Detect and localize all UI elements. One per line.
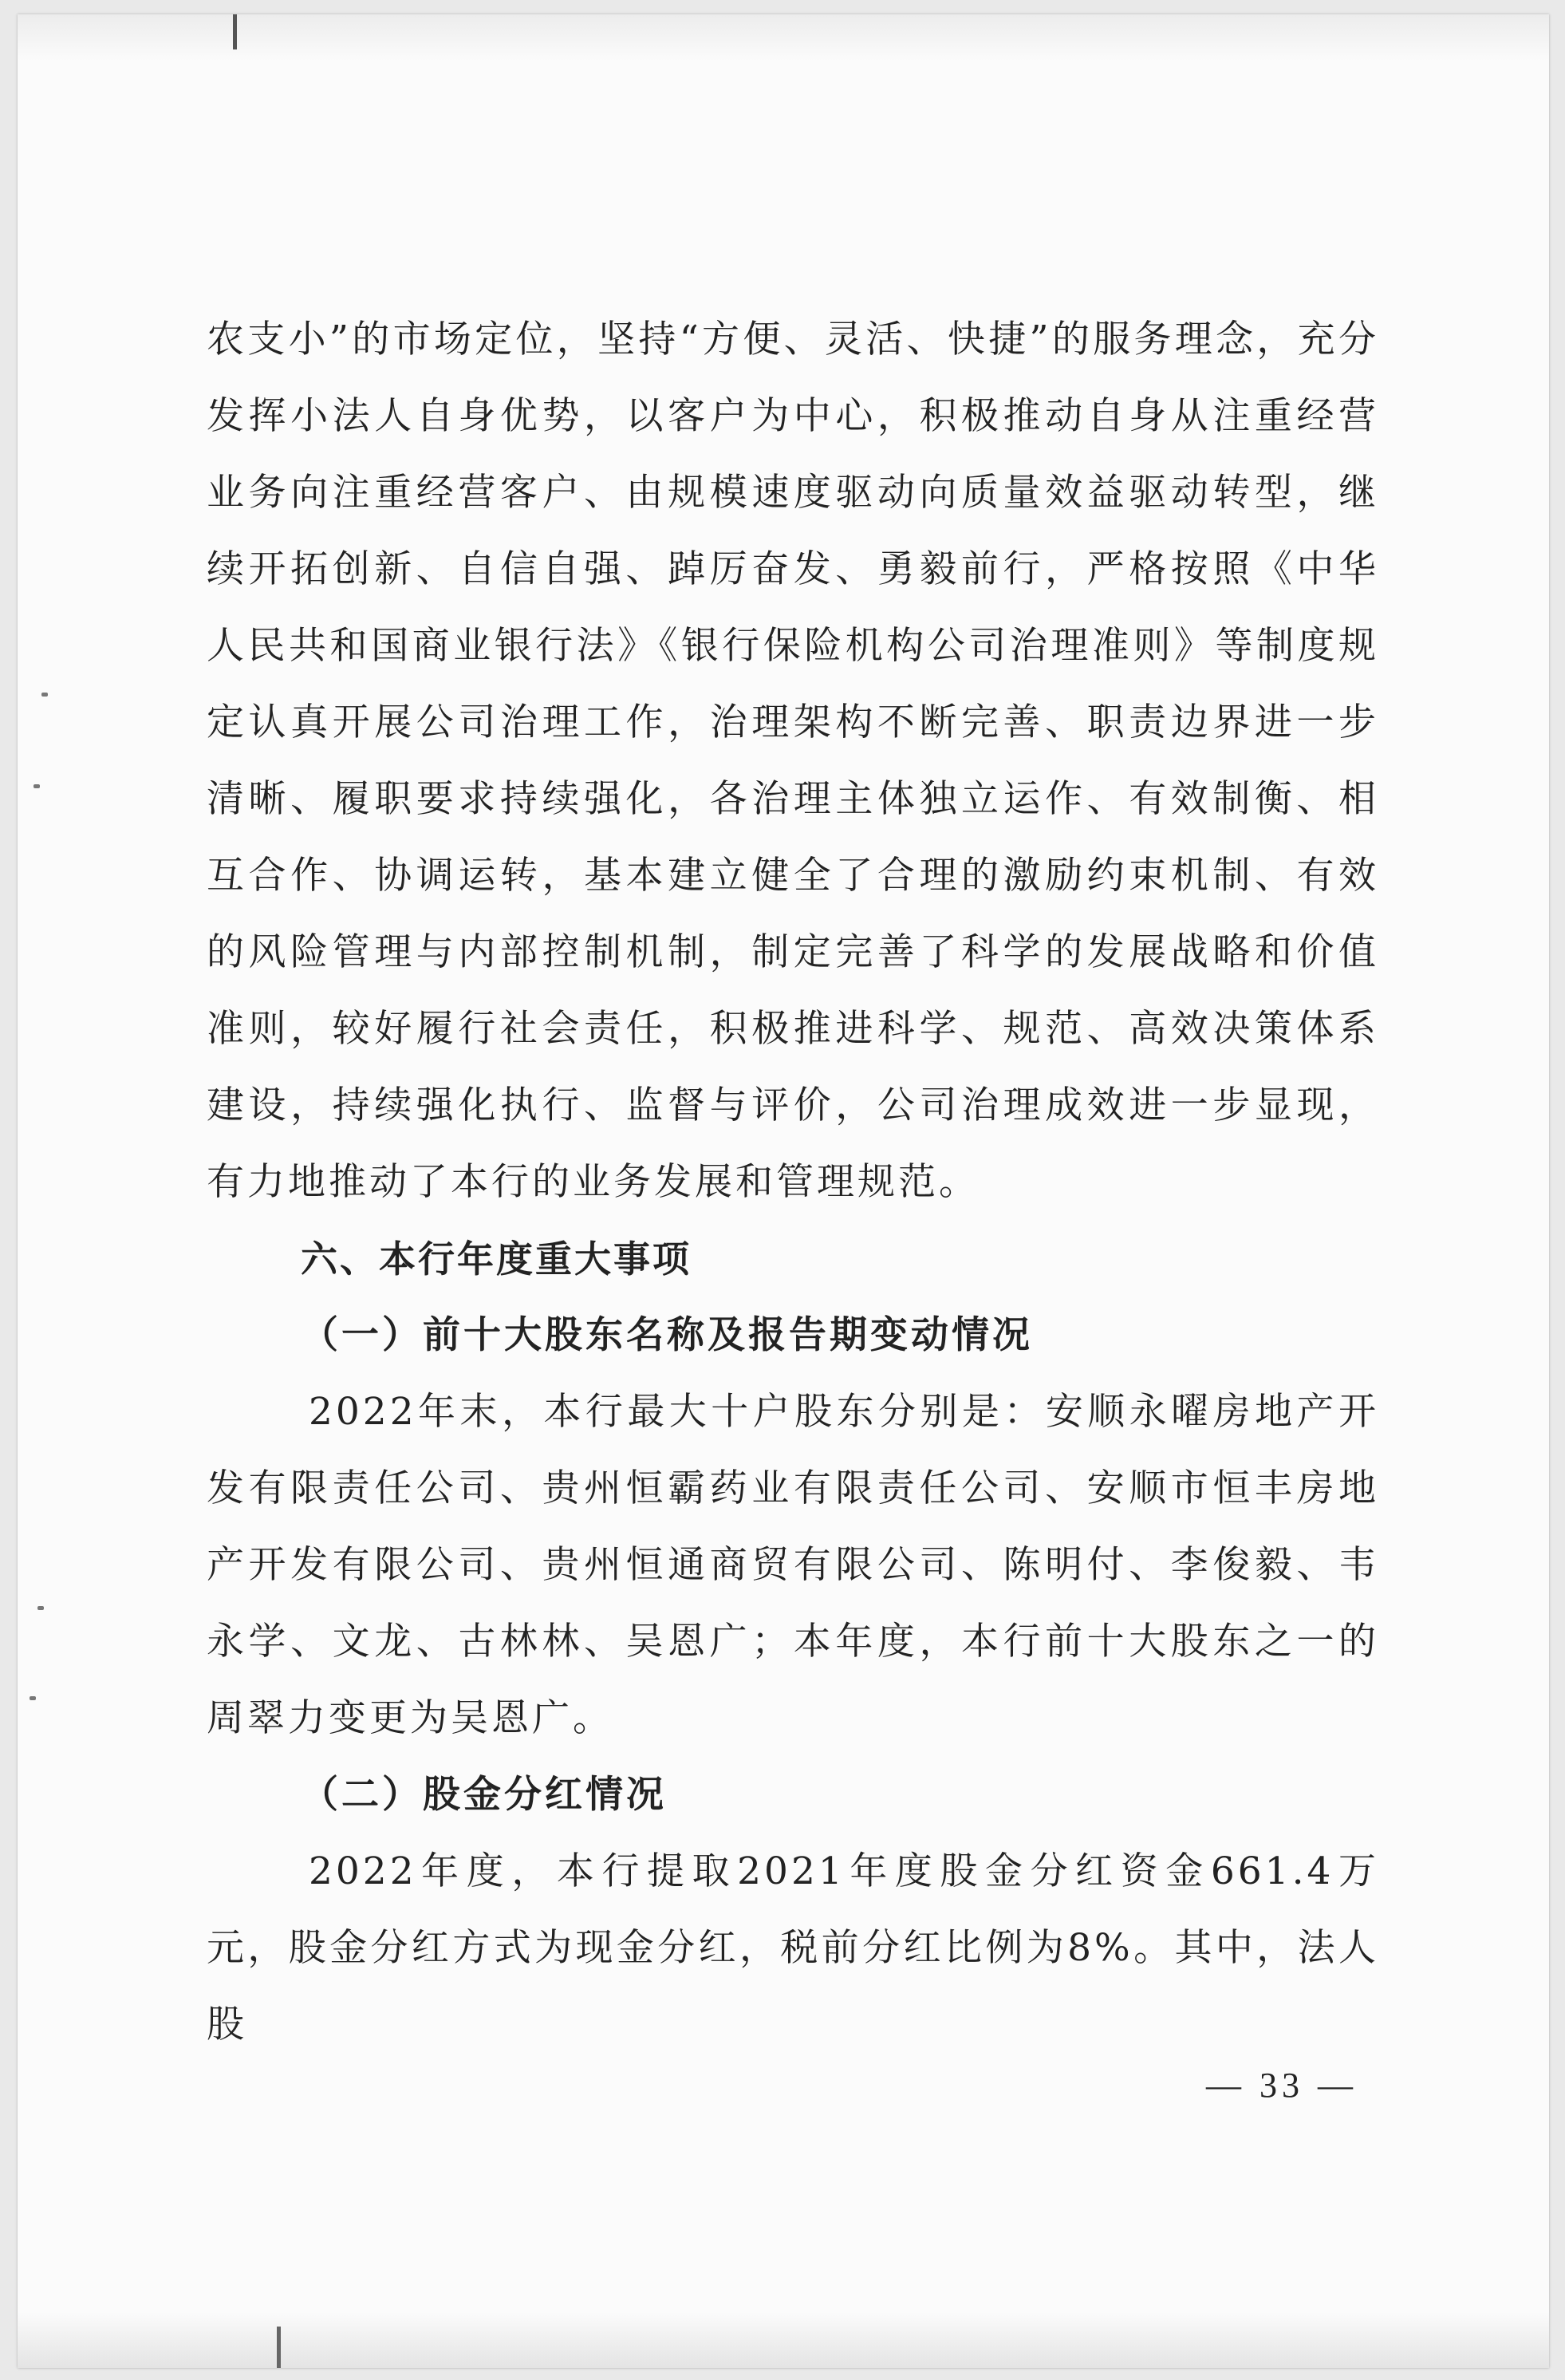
subsection-heading-shareholders: （一）前十大股东名称及报告期变动情况 xyxy=(301,1313,1033,1357)
scan-top-edge xyxy=(18,14,1549,61)
document-body xyxy=(207,302,1379,2063)
page-number: — 33 — xyxy=(1206,2066,1358,2105)
dividends-paragraph: 2022年度，本行提取2021年度股金分红资金661.4万元，股金分红方式为现金分红，税前分红比例为8%。其中，法人股 xyxy=(207,1849,1379,2046)
scan-speck xyxy=(30,1696,36,1700)
scanned-page xyxy=(18,14,1549,2368)
scan-speck xyxy=(34,784,40,788)
body-paragraph-continued: 农支小”的市场定位，坚持“方便、灵活、快捷”的服务理念，充分发挥小法人自身优势，以客户为中心，积极推动自身从注重经营业务向注重经营客户、由规模速度驱动向质量效益驱动转型，继续开拓创新、自信自强、踔厉奋发、勇毅前行，严格按照《中华人民共和国商业银行法》《银行保险机构公司治理准则》等制度规定认真开展公司治理工作，治理架构不断完善、职责边界进一步清晰、履职要求持续强化，各治理主体独立运作、有效制衡、相互合作、协调运转，基本建立健全了合理的激励约束机制、有效的风险管理与内部控制机制，制定完善了科学的发展战略和价值准则，较好履行社会责任，积极推进科学、规范、高效决策体系建设，持续强化执行、监督与评价，公司治理成效进一步显现，有力地推动了本行的业务发展和管理规范。 xyxy=(207,318,1379,1204)
binding-mark-bottom xyxy=(277,2327,281,2368)
scan-speck xyxy=(41,693,48,697)
subsection-heading-dividends: （二）股金分红情况 xyxy=(301,1773,667,1817)
shareholders-paragraph: 2022年末，本行最大十户股东分别是：安顺永曜房地产开发有限责任公司、贵州恒霸药业有限责任公司、安顺市恒丰房地产开发有限公司、贵州恒通商贸有限公司、陈明付、李俊毅、韦永学、文龙、古林林、吴恩广；本年度，本行前十大股东之一的周翠力变更为吴恩广。 xyxy=(207,1390,1379,1740)
scan-speck xyxy=(37,1606,44,1610)
section-heading: 六、本行年度重大事项 xyxy=(301,1237,692,1281)
binding-mark-top xyxy=(233,14,237,49)
scan-bottom-edge xyxy=(18,2312,1549,2368)
